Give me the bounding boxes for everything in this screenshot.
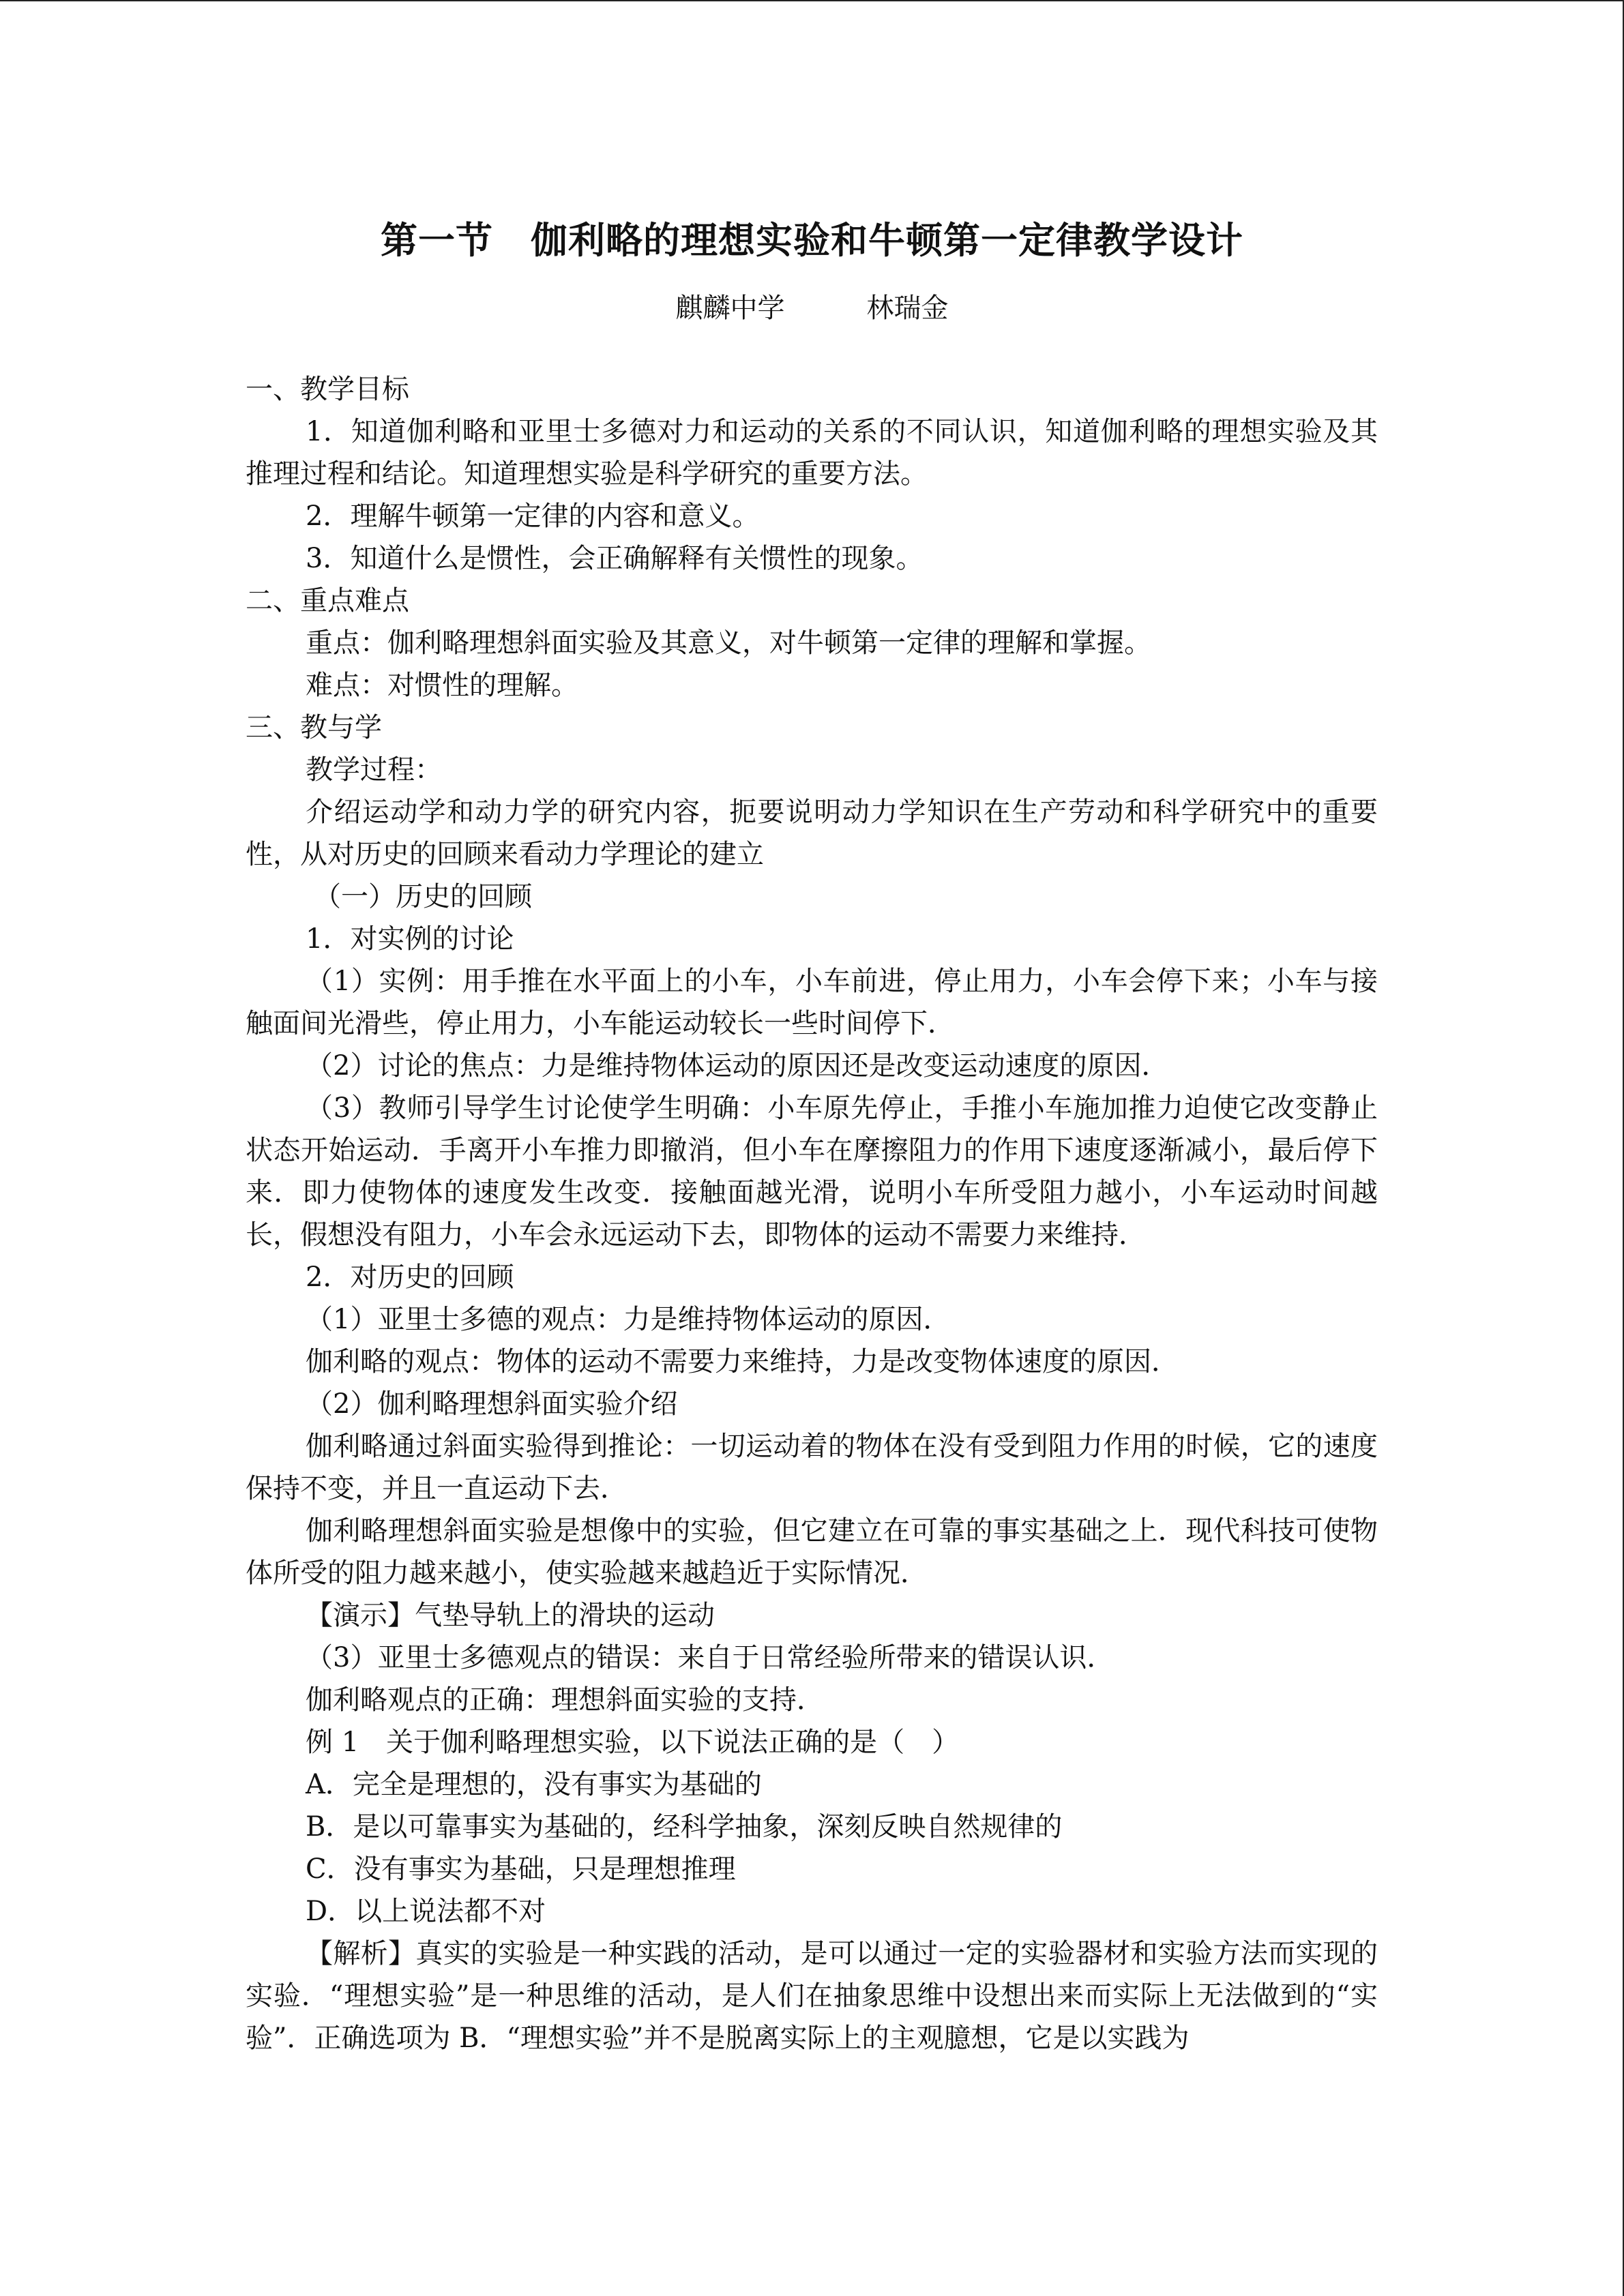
analysis: 【解析】真实的实验是一种实践的活动，是可以通过一定的实验器材和实验方法而实现的实验．“理想实验”是一种思维的活动，是人们在抽象思维中设想出来而实际上无法做到的“实验”．正确选项为 B．“理想实验”并不是脱离实际上的主观臆想，它是以实践为 <box>246 1938 1378 2054</box>
goal-1: 1．知道伽利略和亚里士多德对力和运动的关系的不同认识，知道伽利略的理想实验及其推理过程和结论。知道理想实验是科学研究的重要方法。 <box>246 416 1378 490</box>
galileo-inference: 伽利略通过斜面实验得到推论：一切运动着的物体在没有受到阻力作用的时候，它的速度保持不变，并且一直运动下去． <box>246 1431 1378 1504</box>
example-question: 例 1 关于伽利略理想实验，以下说法正确的是（ ） <box>306 1727 960 1758</box>
ideal-experiment-heading: （2）伽利略理想斜面实验介绍 <box>306 1388 678 1420</box>
demo-note: 【演示】气垫导轨上的滑块的运动 <box>306 1600 715 1631</box>
subheading-review: 2．对历史的回顾 <box>306 1262 514 1293</box>
difficulty: 难点：对惯性的理解。 <box>306 670 578 701</box>
galileo-correct: 伽利略观点的正确：理想斜面实验的支持． <box>306 1684 824 1716</box>
page-title: 第一节 伽利略的理想实验和牛顿第一定律教学设计 <box>381 218 1243 262</box>
discussion-example: （1）实例：用手推在水平面上的小车，小车前进，停止用力，小车会停下来；小车与接触面间光滑些，停止用力，小车能运动较长一些时间停下． <box>246 966 1378 1039</box>
option-d: D．以上说法都不对 <box>306 1896 546 1927</box>
discussion-focus: （2）讨论的焦点：力是维持物体运动的原因还是改变运动速度的原因． <box>306 1050 1169 1082</box>
author-line: 麒麟中学 林瑞金 <box>675 293 949 324</box>
goal-3: 3．知道什么是惯性，会正确解释有关惯性的现象。 <box>306 543 924 574</box>
section-heading-key-points: 二、重点难点 <box>246 585 409 616</box>
subheading-discussion: 1．对实例的讨论 <box>306 923 514 955</box>
ideal-experiment-basis: 伽利略理想斜面实验是想像中的实验，但它建立在可靠的事实基础之上．现代科技可使物体所受的阻力越来越小，使实验越来越趋近于实际情况． <box>246 1515 1378 1589</box>
section-heading-goals: 一、教学目标 <box>246 374 409 405</box>
galileo-view: 伽利略的观点：物体的运动不需要力来维持，力是改变物体速度的原因． <box>306 1346 1179 1377</box>
section-heading-teaching: 三、教与学 <box>246 712 382 743</box>
aristotle-view: （1）亚里士多德的观点：力是维持物体运动的原因． <box>306 1304 951 1335</box>
option-a: A．完全是理想的，没有事实为基础的 <box>306 1769 762 1800</box>
option-b: B．是以可靠事实为基础的，经科学抽象，深刻反映自然规律的 <box>306 1811 1063 1843</box>
option-c: C．没有事实为基础，只是理想推理 <box>306 1853 736 1885</box>
teaching-process-label: 教学过程： <box>306 754 442 786</box>
goal-2: 2．理解牛顿第一定律的内容和意义。 <box>306 501 760 532</box>
aristotle-error: （3）亚里士多德观点的错误：来自于日常经验所带来的错误认识． <box>306 1642 1114 1673</box>
document-body <box>246 368 1378 2059</box>
teaching-intro: 介绍运动学和动力学的研究内容，扼要说明动力学知识在生产劳动和科学研究中的重要性，从对历史的回顾来看动力学理论的建立 <box>246 796 1378 870</box>
discussion-conclusion: （3）教师引导学生讨论使学生明确：小车原先停止，手推小车施加推力迫使它改变静止状态开始运动．手离开小车推力即撤消，但小车在摩擦阻力的作用下速度逐渐减小，最后停下来．即力使物体的速度发生改变．接触面越光滑，说明小车所受阻力越小，小车运动时间越长，假想没有阻力，小车会永远运动下去，即物体的运动不需要力来维持． <box>246 1092 1378 1251</box>
subheading-history: （一）历史的回顾 <box>314 881 532 912</box>
key-point: 重点：伽利略理想斜面实验及其意义，对牛顿第一定律的理解和掌握。 <box>306 627 1151 659</box>
